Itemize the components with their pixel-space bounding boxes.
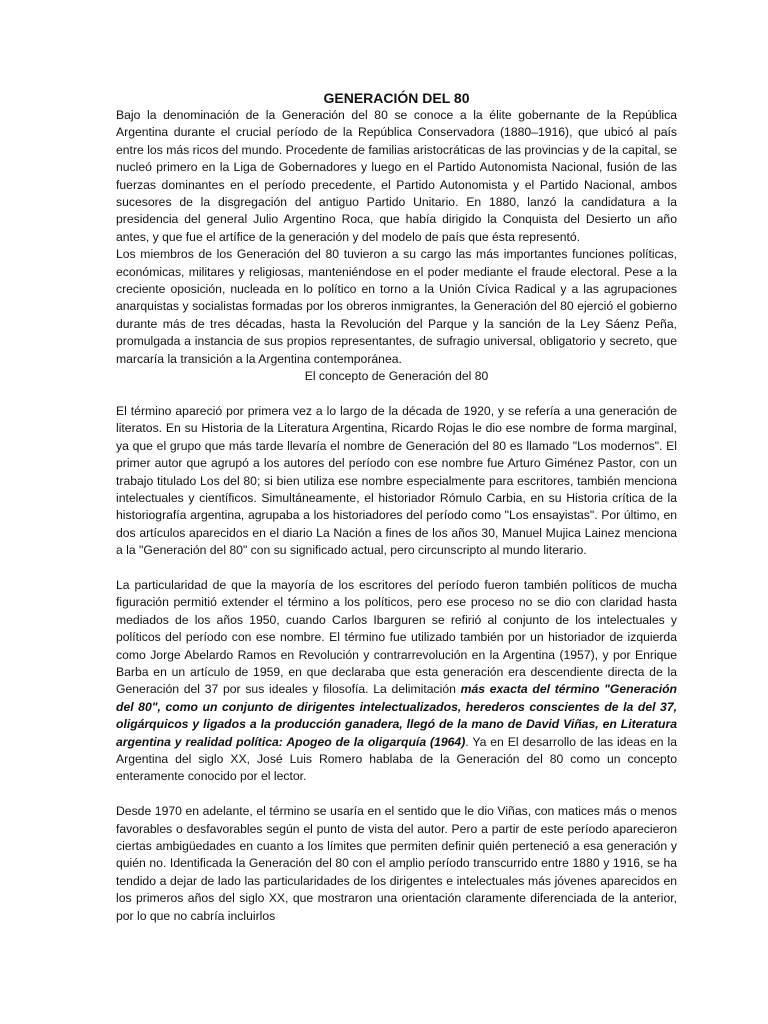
document-page: [116, 90, 677, 925]
emphasized-text: más exacta del término "Generación del 80", como un conjunto de dirigentes intelectualizados, herederos conscientes de la del 37, oligárquicos y ligados a la producción ganadera, llegó de la mano de David Viñas, en Literatura argentina y realidad política: Apogeo de la oligarquía (1964): [116, 682, 677, 749]
paragraph-later-usage: Desde 1970 en adelante, el término se usaría en el sentido que le dio Viñas, con matices más o menos favorables o desfavorables según el punto de vista del autor. Pero a partir de este período aparecieron ciertas ambigüedades en cuanto a los límites que permiten definir quién perteneció a esa generación y quién no. Identificada la Generación del 80 con el amplio período transcurrido entre 1880 y 1916, se ha tendido a dejar de lado las particularidades de los dirigentes e intelectuales más jóvenes aparecidos en los primeros años del siglo XX, que mostraron una orientación claramente diferenciada de la anterior, por lo que no cabría incluirlos: [116, 804, 677, 923]
paragraph-term-origin: El término apareció por primera vez a lo largo de la década de 1920, y se refería a una generación de literatos. En su Historia de la Literatura Argentina, Ricardo Rojas le dio ese nombre de forma marginal, ya que el grupo que más tarde llevaría el nombre de Generación del 80 es llamado "Los modernos". El primer autor que agrupó a los autores del período con ese nombre fue Arturo Giménez Pastor, con un trabajo titulado Los del 80; si bien utiliza ese nombre especialmente para escritores, también menciona intelectuales y científicos. Simultáneamente, el historiador Rómulo Carbia, en su Historia crítica de la historiografía argentina, agrupaba a los historiadores del período como "Los ensayistas". Por último, en dos artículos aparecidos en el diario La Nación a fines de los años 30, Manuel Mujica Lainez menciona a la "Generación del 80" con su significado actual, pero circunscripto al mundo literario.: [116, 403, 677, 558]
paragraph-text-start: La particularidad de que la mayoría de los escritores del período fueron también políticos de mucha figuración permitió extender el término a los políticos, pero ese proceso no se dio con claridad hasta mediados de los años 1950, cuando Carlos Ibarguren se refirió al conjunto de los intelectuales y políticos del período con ese nombre. El término fue utilizado también por un historiador de izquierda como Jorge Abelardo Ramos en Revolución y contrarrevolución en la Argentina (1957), y por Enrique Barba en un artículo de 1959, en que declaraba que esta generación era descendiente directa de la Generación del 37 por sus ideales y filosofía. La delimitación: [116, 577, 677, 697]
section-subtitle: El concepto de Generación del 80: [304, 369, 489, 384]
document-title: GENERACIÓN DEL 80: [323, 90, 470, 106]
paragraph-text-end: . Ya en El desarrollo de las ideas en la Argentina del siglo XX, José Luis Romero hablaba de la Generación del 80 como un concepto enteramente conocido por el lector.: [116, 734, 677, 784]
paragraph-spacer: [116, 786, 677, 803]
paragraph-intro: Bajo la denominación de la Generación del 80 se conoce a la élite gobernante de la República Argentina durante el crucial período de la República Conservadora (1880–1916), que ubicó al país entre los más ricos del mundo. Procedente de familias aristocráticas de las provincias y de la capital, se nucleó primero en la Liga de Gobernadores y luego en el Partido Autonomista Nacional, fusión de las fuerzas dominantes en el período precedente, el Partido Autonomista y el Partido Nacional, ambos sucesores de la disgregación del antiguo Partido Unitario. En 1880, lanzó la candidatura a la presidencia del general Julio Argentino Roca, que había dirigido la Conquista del Desierto un año antes, y que fue el artífice de la generación y del modelo de país que ésta representó.: [116, 108, 677, 244]
paragraph-term-extension: [116, 577, 677, 786]
paragraph-spacer: [116, 560, 677, 577]
paragraph-members: Los miembros de los Generación del 80 tuvieron a su cargo las más importantes funciones políticas, económicas, militares y religiosas, manteniéndose en el poder mediante el fraude electoral. Pese a la creciente oposición, nucleada en lo político en torno a la Unión Cívica Radical y a las agrupaciones anarquistas y socialistas formadas por los obreros inmigrantes, la Generación del 80 ejerció el gobierno durante más de tres décadas, hasta la Revolución del Parque y la sanción de la Ley Sáenz Peña, promulgada a instancia de sus propios representantes, de sufragio universal, obligatorio y secreto, que marcaría la transición a la Argentina contemporánea.: [116, 247, 677, 366]
paragraph-spacer: [116, 386, 677, 403]
